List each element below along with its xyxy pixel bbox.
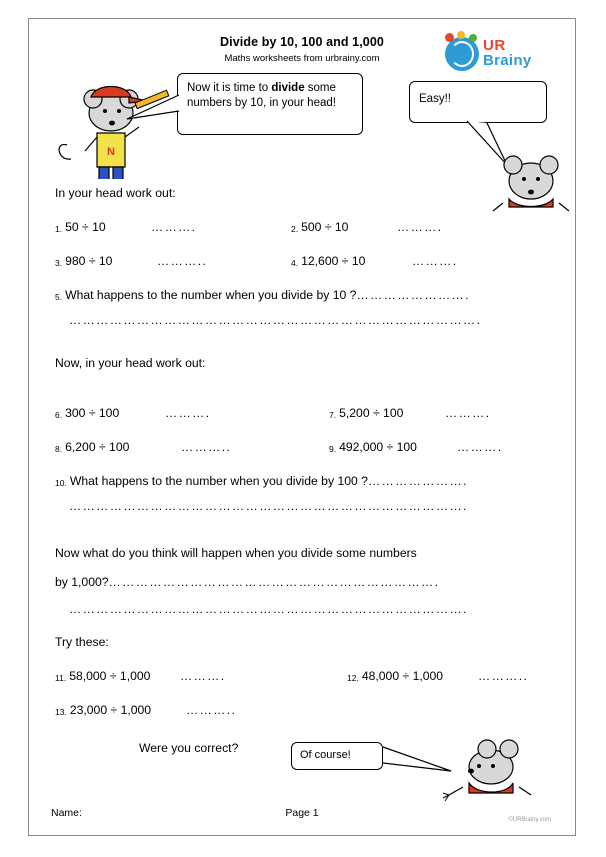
question-12-number: 12. <box>347 673 359 683</box>
answer-blank-10-continued[interactable]: ……………………………………………………………………………. <box>69 499 468 513</box>
logo-text-brainy: Brainy <box>483 52 532 69</box>
answer-blank-5[interactable]: ……………………. <box>356 288 470 302</box>
logo-dot-red-icon <box>445 33 454 42</box>
question-9-text: 492,000 ÷ 100 <box>339 440 417 454</box>
question-11-number: 11. <box>55 673 67 683</box>
question-12 <box>347 669 443 683</box>
open-question-line-1: Now what do you think will happen when you divide some numbers <box>55 546 417 560</box>
bubble-easy-text: Easy!! <box>419 93 451 105</box>
question-13 <box>55 703 151 717</box>
answer-blank-6[interactable]: ………. <box>165 406 211 420</box>
svg-text:N: N <box>107 146 115 158</box>
logo-text <box>483 38 532 68</box>
mouse-character-right <box>487 147 577 227</box>
question-13-text: 23,000 ÷ 1,000 <box>69 703 152 717</box>
question-5 <box>55 288 470 302</box>
question-10 <box>55 474 468 488</box>
were-you-correct-text: Were you correct? <box>139 741 239 755</box>
footer-page-label: Page 1 <box>285 807 319 819</box>
bubble-of-course-text: Of course! <box>300 749 351 761</box>
question-3-text: 980 ÷ 10 <box>65 254 113 268</box>
question-1-text: 50 ÷ 10 <box>65 220 106 234</box>
open-question-blank-2[interactable]: ……………………………………………………………………………. <box>69 602 468 616</box>
question-6-text: 300 ÷ 100 <box>65 406 120 420</box>
question-10-text: What happens to the number when you divide by 100 ? <box>69 474 368 488</box>
bubble-main-pre: Now it is time to <box>187 82 272 94</box>
question-8-number: 8. <box>55 444 63 454</box>
question-7-number: 7. <box>329 410 337 420</box>
question-11-text: 58,000 ÷ 1,000 <box>69 669 151 683</box>
bubble-main-bold: divide <box>271 82 305 94</box>
answer-blank-10[interactable]: …………………. <box>367 474 468 488</box>
question-1-number: 1. <box>55 224 63 234</box>
speech-bubble-main <box>177 73 363 135</box>
question-3-number: 3. <box>55 258 63 268</box>
answer-blank-12[interactable]: ……….. <box>478 669 529 683</box>
answer-blank-5-continued[interactable]: ………………………………………………………………………………. <box>69 313 482 327</box>
logo-dot-green-icon <box>469 34 477 42</box>
question-5-text: What happens to the number when you divide by 10 ? <box>65 288 357 302</box>
question-4 <box>291 254 365 268</box>
answer-blank-13[interactable]: ……….. <box>186 703 237 717</box>
question-12-text: 48,000 ÷ 1,000 <box>361 669 444 683</box>
question-9-number: 9. <box>329 444 337 454</box>
question-9 <box>329 440 417 454</box>
bubble-main-post: some numbers by 10, in your head! <box>187 82 336 109</box>
footer-copyright: ©URBrainy.com <box>508 817 551 823</box>
answer-blank-8[interactable]: ……….. <box>181 440 232 454</box>
question-8 <box>55 440 129 454</box>
question-11 <box>55 669 150 683</box>
answer-blank-4[interactable]: ………. <box>412 254 458 268</box>
question-1 <box>55 220 106 234</box>
question-7-text: 5,200 ÷ 100 <box>339 406 404 420</box>
logo-text-ur: UR <box>483 37 506 54</box>
question-13-number: 13. <box>55 707 67 717</box>
logo-globe-icon <box>445 37 479 71</box>
answer-blank-7[interactable]: ………. <box>445 406 491 420</box>
instruction-1: In your head work out: <box>55 186 176 200</box>
answer-blank-9[interactable]: ………. <box>457 440 503 454</box>
instruction-2: Now, in your head work out: <box>55 356 206 370</box>
speech-bubble-of-course <box>291 742 383 770</box>
footer-name-label: Name: <box>51 807 82 819</box>
question-6 <box>55 406 119 420</box>
worksheet-page <box>28 18 576 836</box>
speech-bubble-easy <box>409 81 547 123</box>
question-7 <box>329 406 403 420</box>
page-subtitle: Maths worksheets from urbrainy.com <box>224 53 380 64</box>
question-8-text: 6,200 ÷ 100 <box>65 440 130 454</box>
question-5-number: 5. <box>55 292 63 302</box>
open-question-prefix: by 1,000? <box>55 575 109 589</box>
question-2 <box>291 220 348 234</box>
open-question-line-2 <box>55 575 439 589</box>
question-4-text: 12,600 ÷ 10 <box>301 254 366 268</box>
answer-blank-2[interactable]: ………. <box>397 220 443 234</box>
page-title: Divide by 10, 100 and 1,000 <box>220 35 384 49</box>
speech-bubble-main-tail <box>125 89 183 129</box>
answer-blank-11[interactable]: ………. <box>180 669 226 683</box>
urbrainy-logo <box>443 33 557 77</box>
question-2-number: 2. <box>291 224 299 234</box>
question-10-number: 10. <box>55 478 67 488</box>
question-2-text: 500 ÷ 10 <box>301 220 349 234</box>
question-6-number: 6. <box>55 410 63 420</box>
question-3 <box>55 254 112 268</box>
logo-dot-yellow-icon <box>457 31 465 39</box>
answer-blank-1[interactable]: ………. <box>151 220 197 234</box>
instruction-3: Try these: <box>55 635 109 649</box>
open-question-blank-1[interactable]: ………………………………………………………………. <box>108 575 440 589</box>
answer-blank-3[interactable]: ……….. <box>157 254 208 268</box>
question-4-number: 4. <box>291 258 299 268</box>
